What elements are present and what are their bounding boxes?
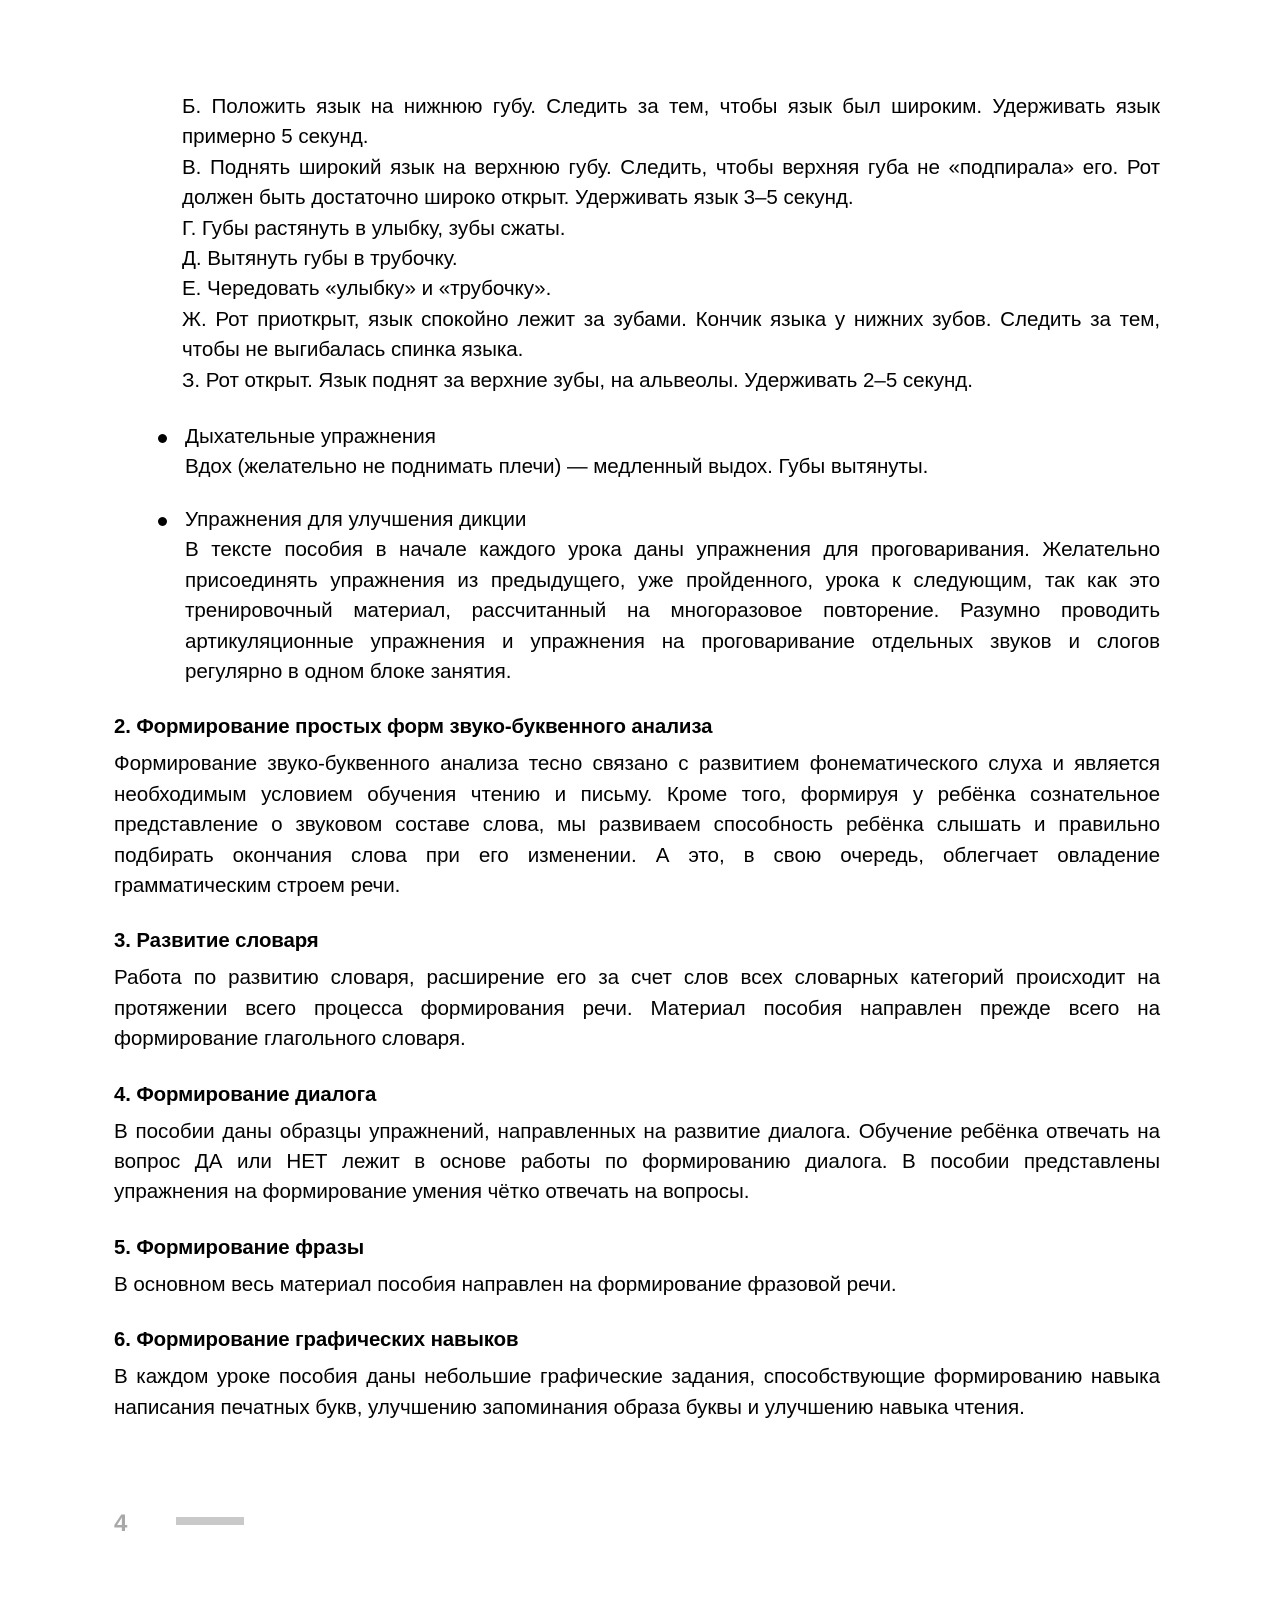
section-heading: 5. Формирование фразы: [114, 1236, 365, 1259]
list-item: [114, 422, 1160, 483]
page-content: [114, 92, 1160, 1423]
footer-rule: [176, 1517, 244, 1525]
list-item: [114, 505, 1160, 687]
section-heading: 3. Развитие словаря: [114, 930, 319, 953]
section-heading: 2. Формирование простых форм звуко-буквенного анализа: [114, 716, 713, 739]
bullet-item-title: Дыхательные упражнения: [185, 425, 436, 449]
section-body: В пособии даны образцы упражнений, направленных на развитие диалога. Обучение ребёнка отвечать на вопрос ДА или НЕТ лежит в основе работы по формированию диалога. В пособии представлены упражнения на формирование умения чётко отвечать на вопросы.: [114, 1119, 1160, 1204]
lettered-item: Д. Вытянуть губы в трубочку.: [182, 247, 458, 271]
section-3: [114, 927, 1160, 1054]
section-body: Работа по развитию словаря, расширение его за счет слов всех словарных категорий происходит на протяжении всего процесса формирования речи. Материал пособия направлен прежде всего на формирование глагольного словаря.: [114, 966, 1160, 1051]
bullet-item-title: Упражнения для улучшения дикции: [185, 507, 527, 531]
lettered-item: Е. Чередовать «улыбку» и «трубочку».: [182, 277, 552, 301]
section-heading: 4. Формирование диалога: [114, 1083, 377, 1106]
section-heading: 6. Формирование графических навыков: [114, 1329, 519, 1352]
bullet-dot-icon: [158, 517, 167, 526]
lettered-item: В. Поднять широкий язык на верхнюю губу. Следить, чтобы верхняя губа не «подпирала» его. Рот должен быть достаточно широко открыт. Удерживать язык 3–5 секунд.: [182, 155, 1160, 210]
lettered-item: Б. Положить язык на нижнюю губу. Следить за тем, чтобы язык был широким. Удерживать язык примерно 5 секунд.: [182, 95, 1160, 149]
lettered-exercise-list: [182, 92, 1160, 396]
section-body: В каждом уроке пособия даны небольшие графические задания, способствующие формированию навыка написания печатных букв, улучшению запоминания образа буквы и улучшению навыка чтения.: [114, 1365, 1160, 1419]
lettered-item: З. Рот открыт. Язык поднят за верхние зубы, на альвеолы. Удерживать 2–5 секунд.: [182, 368, 973, 392]
section-6: [114, 1326, 1160, 1423]
lettered-item: Г. Губы растянуть в улыбку, зубы сжаты.: [182, 216, 566, 240]
bullet-dot-icon: [158, 434, 167, 443]
bullet-item-body: В тексте пособия в начале каждого урока даны упражнения для проговаривания. Желательно присоединять упражнения из предыдущего, уже пройденного, урока к следующим, так как это тренировочный материал, рассчитанный на многоразовое повторение. Разумно проводить артикуляционные упражнения и упражнения на проговаривание отдельных звуков и слогов регулярно в одном блоке занятия.: [185, 538, 1160, 683]
section-body: В основном весь материал пособия направлен на формирование фразовой речи.: [114, 1272, 897, 1296]
section-body: Формирование звуко-буквенного анализа тесно связано с развитием фонематического слуха и является необходимым условием обучения чтению и письму. Кроме того, формируя у ребёнка сознательное представление о звуковом составе слова, мы развиваем способность ребёнка слышать и правильно подбирать окончания слова при его изменении. А это, в свою очередь, облегчает овладение грамматическим строем речи.: [114, 752, 1160, 897]
bullet-item-body: Вдох (желательно не поднимать плечи) — медленный выдох. Губы вытянуты.: [185, 455, 929, 479]
section-2: [114, 713, 1160, 901]
page-number: 4: [114, 1510, 128, 1537]
lettered-item: Ж. Рот приоткрыт, язык спокойно лежит за зубами. Кончик языка у нижних зубов. Следить за тем, чтобы не выгибалась спинка языка.: [182, 307, 1160, 362]
section-4: [114, 1081, 1160, 1208]
page-footer: [114, 1505, 414, 1545]
section-5: [114, 1234, 1160, 1300]
exercise-bullet-list: [114, 422, 1160, 687]
